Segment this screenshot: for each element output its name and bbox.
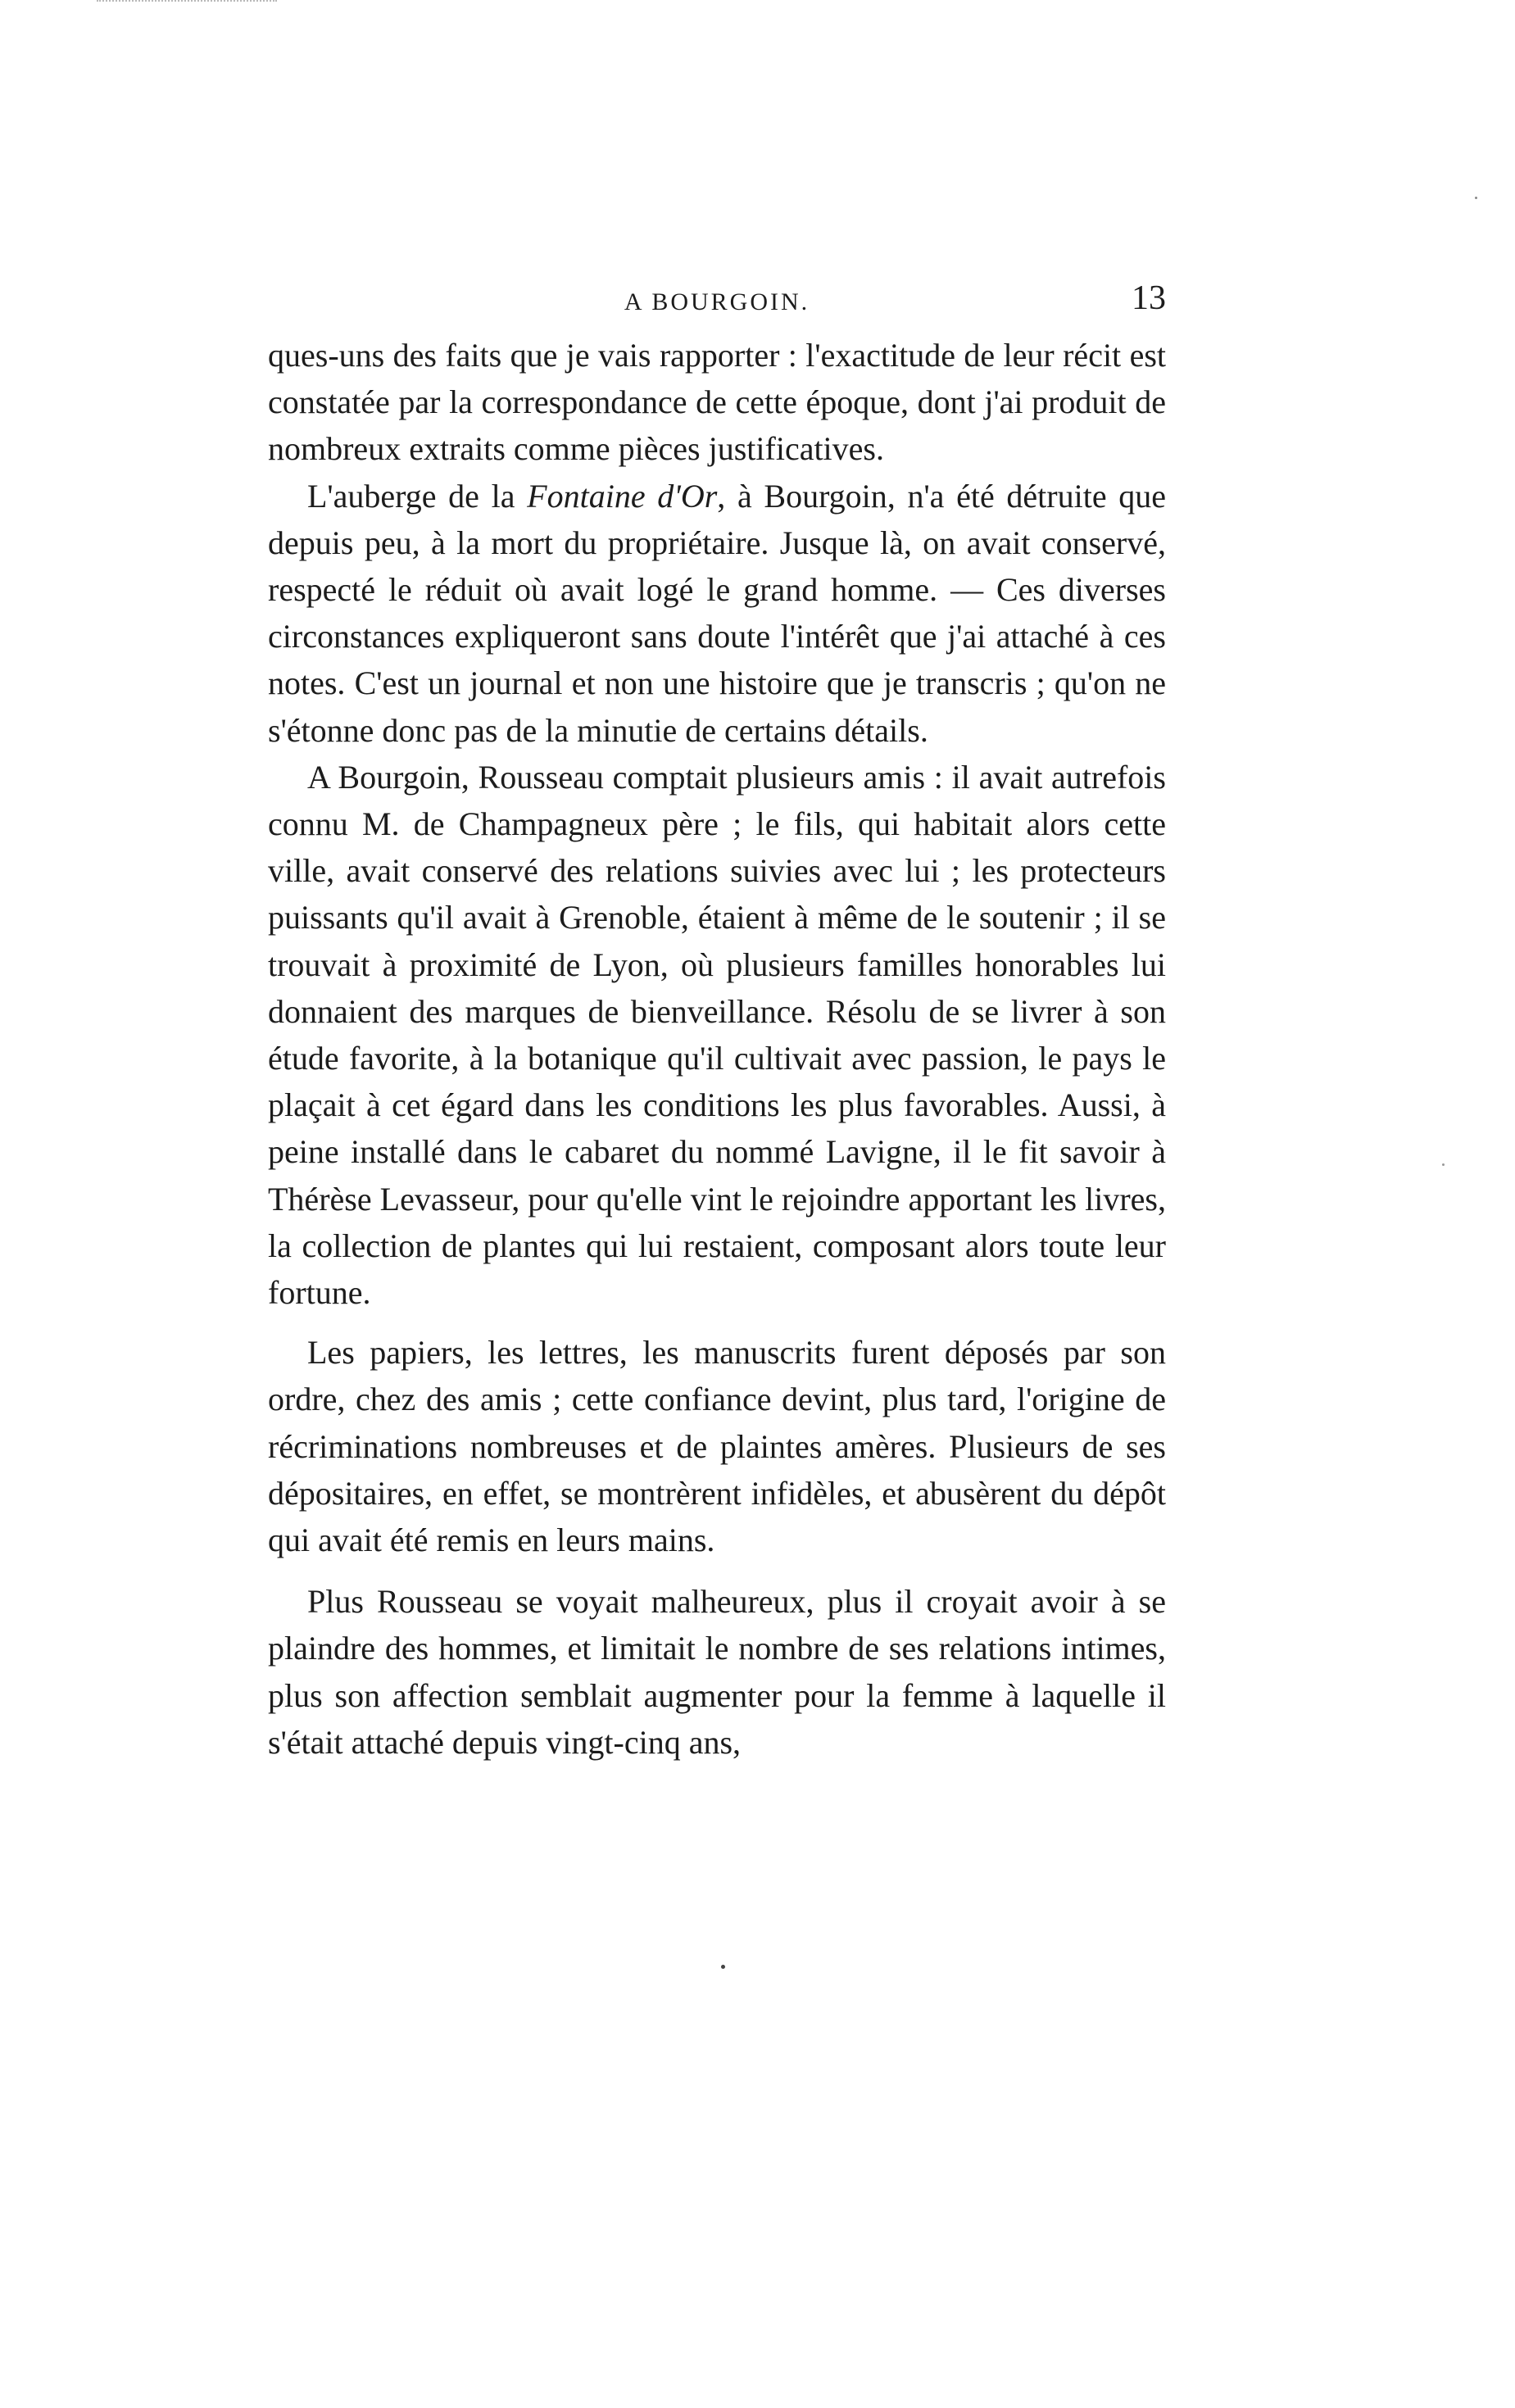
paragraph-2-text-end: , à Bourgoin, n'a été détruite que depuis peu, à la mort du propriétaire. Jusque là, on avait conservé, respecté le réduit où avait logé le grand homme. — Ces diverses circonstances expliqueront sans doute l'intérêt que j'ai attaché à ces notes. C'est un journal et non une histoire que je transcris ; qu'on ne s'étonne donc pas de la minutie de certains détails. xyxy=(268,477,1167,749)
paragraph-1 xyxy=(268,332,1166,473)
scan-speck xyxy=(1475,197,1477,199)
body-text xyxy=(268,332,1166,1766)
scan-speck xyxy=(721,1965,725,1969)
paragraph-2 xyxy=(268,473,1166,754)
paragraph-3 xyxy=(268,754,1166,1316)
paragraph-5 xyxy=(268,1578,1166,1766)
paragraph-4 xyxy=(268,1329,1166,1563)
running-title: A BOURGOIN. xyxy=(624,288,810,315)
paragraph-5-text: Plus Rousseau se voyait malheureux, plus il croyait avoir à se plaindre des hommes, et limitait le nombre de ses relations intimes, plus son affection semblait augmenter pour la femme à laquelle il s'était attaché depuis vingt-cinq ans, xyxy=(268,1583,1166,1761)
paragraph-2-text-start: L'auberge de la xyxy=(307,477,528,515)
scan-edge-mark xyxy=(97,0,277,5)
paragraph-1-text: ques-uns des faits que je vais rapporter : l'exactitude de leur récit est constatée par la correspondance de cette époque, dont j'ai produit de nombreux extraits comme pièces justificatives. xyxy=(268,337,1166,468)
scan-speck xyxy=(1442,1163,1445,1166)
paragraph-4-text: Les papiers, les lettres, les manuscrits furent déposés par son ordre, chez des amis ; cette confiance devint, plus tard, l'origine de récriminations nombreuses et de plaintes amères. Plusieurs de ses dépositaires, en effet, se montrèrent infidèles, et abusèrent du dépôt qui avait été remis en leurs mains. xyxy=(268,1334,1166,1559)
paragraph-2-emphasis: Fontaine d'Or xyxy=(527,477,718,515)
page-number: 13 xyxy=(1132,279,1166,317)
paragraph-3-text: A Bourgoin, Rousseau comptait plusieurs amis : il avait autrefois connu M. de Champagneux père ; le fils, qui habitait alors cette ville, avait conservé des relations suivies avec lui ; les protecteurs puissants qu'il avait à Grenoble, étaient à même de le soutenir ; il se trouvait à proximité de Lyon, où plusieurs familles honorables lui donnaient des marques de bienveillance. Résolu de se livrer à son étude favorite, à la botanique qu'il cultivait avec passion, le pays le plaçait à cet égard dans les conditions les plus favorables. Aussi, à peine installé dans le cabaret du nommé Lavigne, il le fit savoir à Thérèse Levasseur, pour qu'elle vint le rejoindre apportant les livres, la collection de plantes qui lui restaient, composant alors toute leur fortune. xyxy=(268,758,1166,1312)
running-head xyxy=(268,275,1166,324)
